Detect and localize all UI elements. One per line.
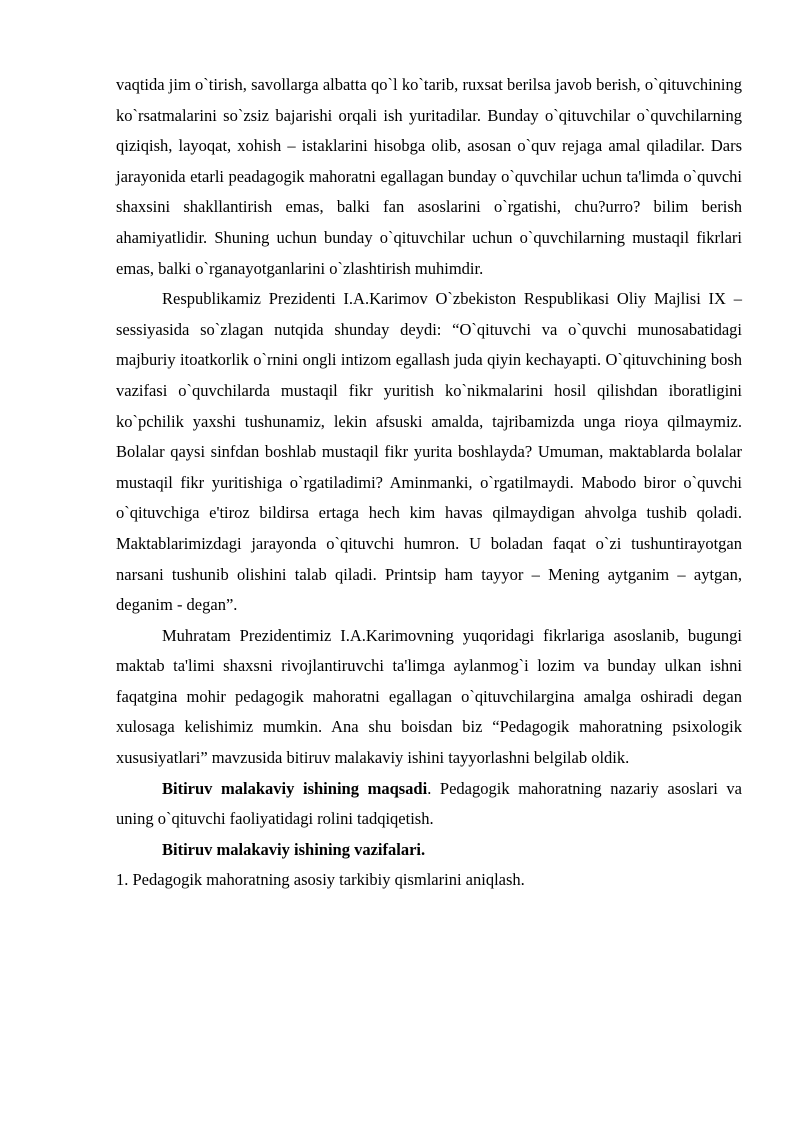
paragraph-goal xyxy=(116,774,742,835)
tasks-heading: Bitiruv malakaviy ishining vazifalari. xyxy=(162,839,426,859)
document-page xyxy=(116,70,742,896)
paragraph-1: vaqtida jim o`tirish, savollarga albatta qo`l ko`tarib, ruxsat berilsa javob berish, o`qituvchining ko`rsatmalarini so`zsiz bajarishi orqali ish yuritadilar. Bunday o`qituvchilar o`quvchilarning qiziqish, layoqat, xohish – istaklarini hisobga olib, asosan o`quv rejaga amal qiladilar. Dars jarayonida etarli peadagogik mahoratni egallagan bunday o`quvchilar uchun ta'limda o`quvchi shaxsini shakllantirish emas, balki fan asoslarini o`rgatishi, chu?urro? bilim berish ahamiyatlidir. Shuning uchun bunday o`qituvchilar uchun o`quvchilarning mustaqil fikrlari emas, balki o`rganayotganlarini o`zlashtirish muhimdir. xyxy=(116,75,742,278)
task-item-1: 1. Pedagogik mahoratning asosiy tarkibiy qismlarini aniqlash. xyxy=(116,870,525,890)
paragraph-2: Respublikamiz Prezidenti I.A.Karimov O`zbekiston Respublikasi Oliy Majlisi IX – sessiyasida so`zlagan nutqida shunday deydi: “O`qituvchi va o`quvchi munosabatidagi majburiy itoatkorlik o`rnini ongli intizom egallash juda qiyin kechayapti. O`qituvchining bosh vazifasi o`quvchilarda mustaqil fikr yuritish ko`nikmalarini hosil qilishdan iboratligini ko`pchilik yaxshi tushunamiz, lekin afsuski amalda, tajribamizda unga rioya qilmaymiz. Bolalar qaysi sinfdan boshlab mustaqil fikr yurita boshlayda? Umuman, maktablarda bolalar mustaqil fikr yuritishiga o`rgatiladimi? Aminmanki, o`rgatilmaydi. Mabodo biror o`quvchi o`qituvchiga e'tiroz bildirsa ertaga hech kim havas qilmaydigan ahvolga tushib qoladi. Maktablarimizdagi jarayonda o`qituvchi humron. U boladan faqat o`zi tushuntirayotgan narsani tushunib olishini talab qiladi. Printsip ham tayyor – Mening aytganim – aytgan, deganim - degan”. xyxy=(116,289,742,615)
paragraph-tasks-heading xyxy=(116,835,742,866)
goal-heading: Bitiruv malakaviy ishining maqsadi xyxy=(162,778,428,798)
goal-text: . Pedagogik mahoratning nazariy asoslari va uning o`qituvchi faoliyatidagi rolini tadqiqetish. xyxy=(116,778,742,829)
paragraph-3: Muhratam Prezidentimiz I.A.Karimovning yuqoridagi fikrlariga asoslanib, bugungi maktab ta'limi shaxsni rivojlantiruvchi ta'limga aylanmog`i lozim va bunday ulkan ishni faqatgina mohir pedagogik mahoratni egallagan o`qituvchilargina amalga oshiradi degan xulosaga kelishimiz mumkin. Ana shu boisdan biz “Pedagogik mahoratning psixologik xususiyatlari” mavzusida bitiruv malakaviy ishini tayyorlashni belgilab oldik. xyxy=(116,625,742,768)
